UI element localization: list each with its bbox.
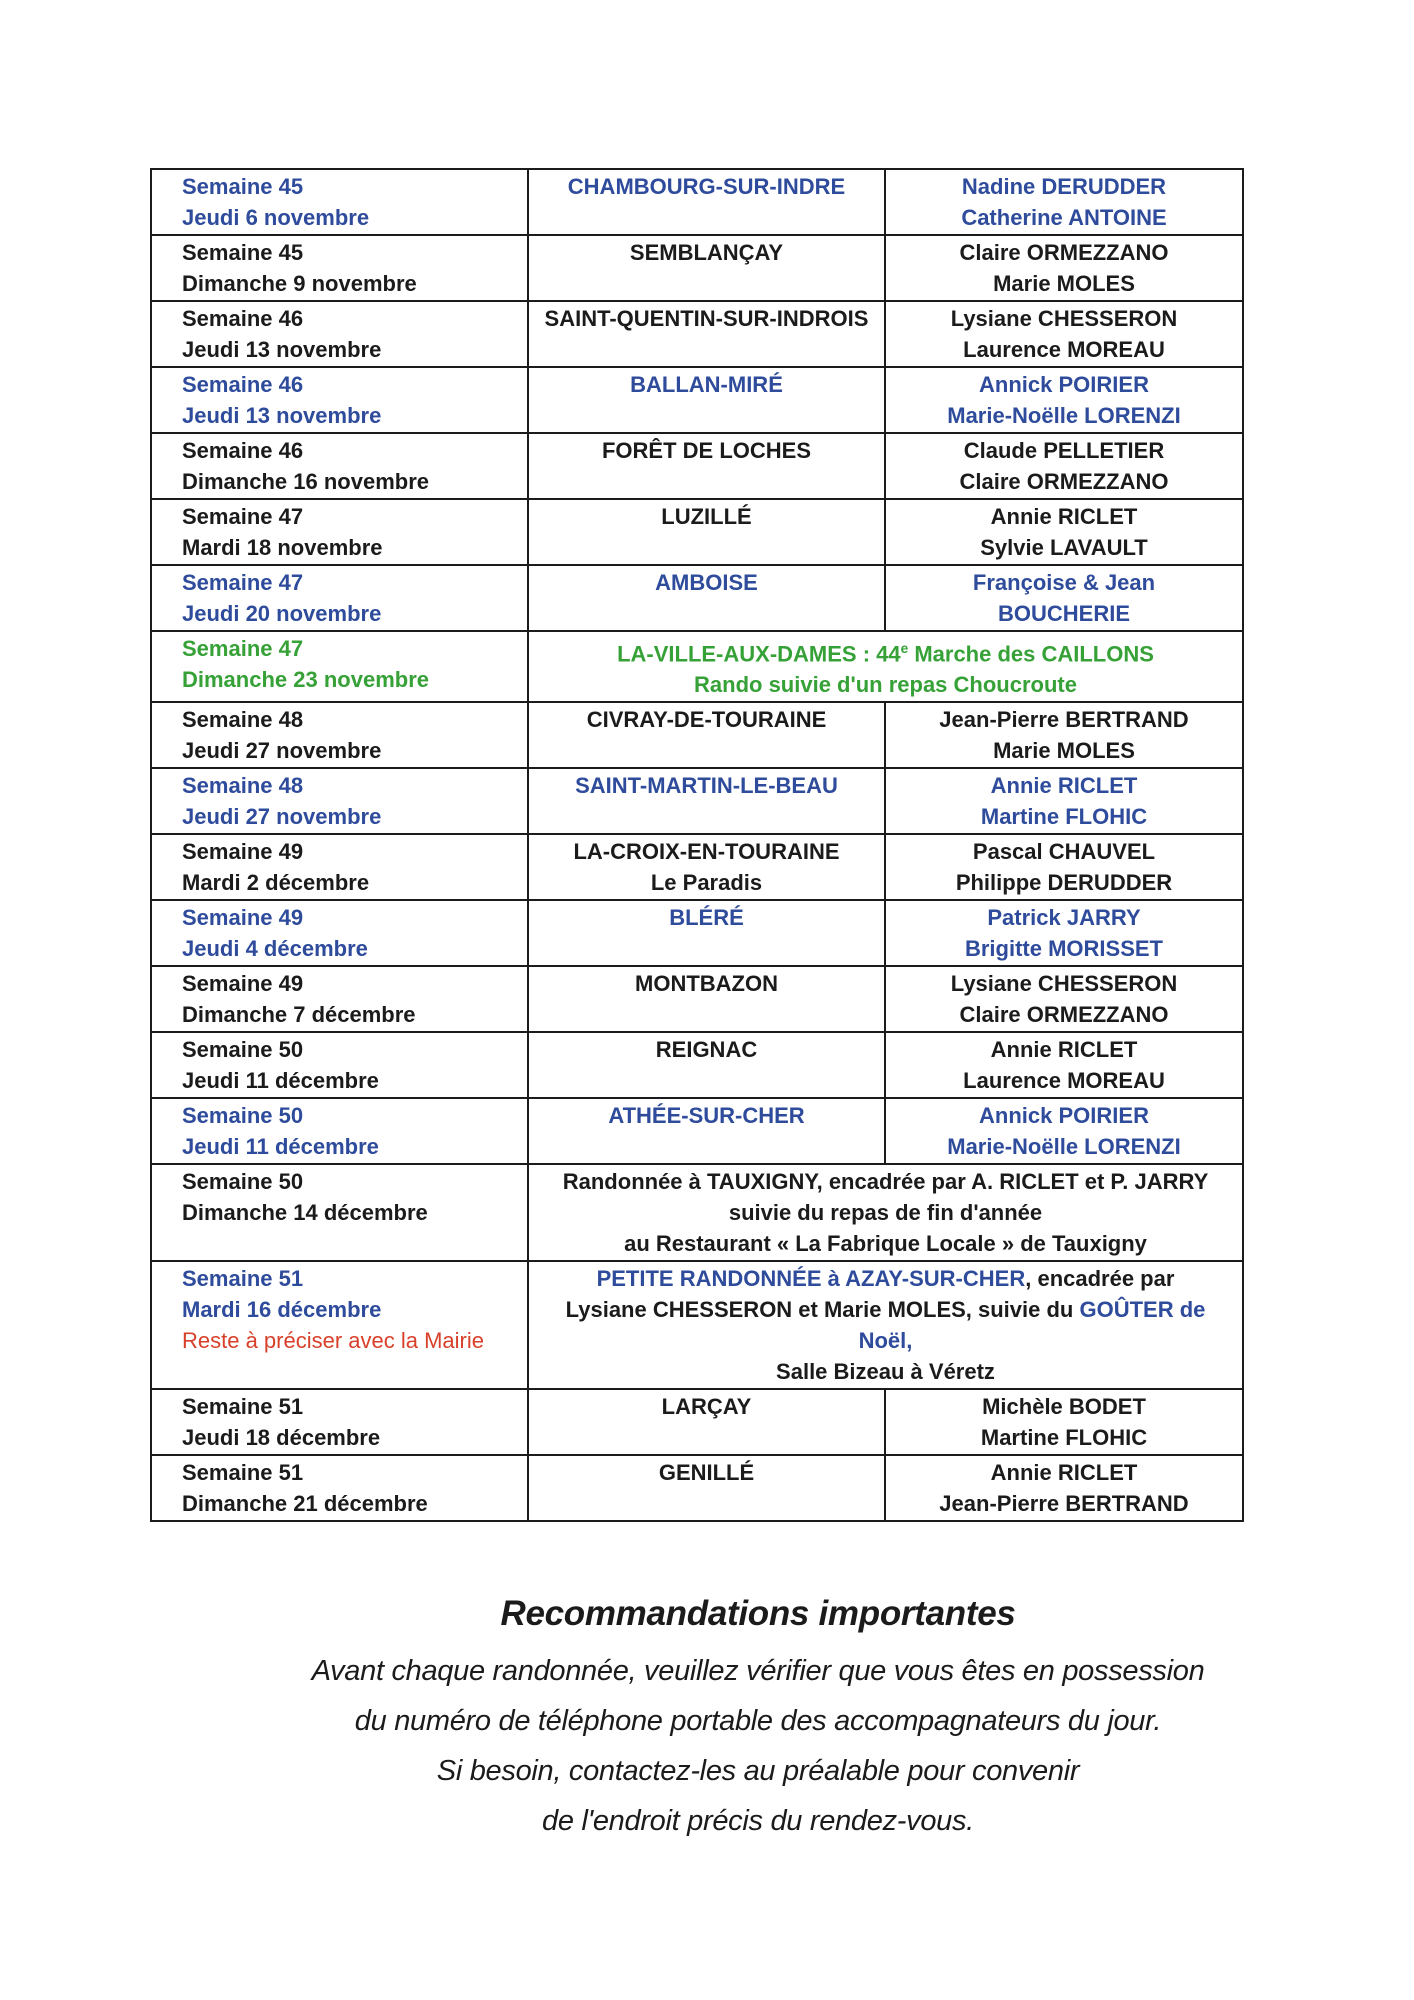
text-segment: Semaine 46 <box>182 438 304 463</box>
text-segment: Jeudi 4 décembre <box>182 936 368 962</box>
text-segment: Semaine 50 <box>182 1169 304 1195</box>
table-row <box>152 703 1242 769</box>
text-line <box>894 237 1234 268</box>
text-line <box>537 567 876 598</box>
leaders-cell <box>886 302 1242 366</box>
text-line <box>537 1263 1234 1294</box>
text-line <box>182 902 519 933</box>
text-segment: Jeudi 27 novembre <box>182 738 382 764</box>
text-line <box>894 171 1234 202</box>
text-line <box>894 902 1234 933</box>
text-segment: Marie MOLES <box>993 738 1135 764</box>
text-line <box>182 1294 519 1325</box>
event-cell <box>529 1262 1242 1388</box>
text-segment: Patrick JARRY <box>987 905 1141 931</box>
text-line <box>894 1065 1234 1096</box>
text-segment: BOUCHERIE <box>997 601 1130 626</box>
week-cell <box>152 1165 529 1260</box>
text-segment: Dimanche 7 décembre <box>182 1002 416 1028</box>
text-line <box>894 836 1234 867</box>
text-segment: CHAMBOURG-SUR-INDRE <box>567 174 846 199</box>
text-line <box>182 1065 519 1096</box>
text-segment: Semaine 45 <box>182 240 304 265</box>
text-line <box>894 1131 1234 1162</box>
table-row <box>152 1033 1242 1099</box>
text-segment: Rando suivie d'un repas Choucroute <box>694 672 1077 698</box>
text-line <box>537 704 876 735</box>
week-cell <box>152 566 529 630</box>
leaders-cell <box>886 1456 1242 1520</box>
location-cell <box>529 1456 886 1520</box>
text-segment: Lysiane CHESSERON <box>950 971 1178 997</box>
text-line <box>182 1034 519 1065</box>
text-line <box>182 369 519 400</box>
text-segment: Claude PELLETIER <box>963 438 1165 463</box>
leaders-cell <box>886 1033 1242 1097</box>
text-line <box>537 1034 876 1065</box>
text-line <box>182 933 519 964</box>
text-segment: , encadrée par <box>1025 1266 1175 1292</box>
text-line <box>537 1356 1234 1387</box>
text-segment: Claire ORMEZZANO <box>959 1002 1169 1028</box>
table-row <box>152 434 1242 500</box>
week-cell <box>152 835 529 899</box>
text-line <box>894 532 1234 563</box>
text-segment: Françoise & Jean <box>972 570 1156 595</box>
text-line <box>537 902 876 933</box>
leaders-cell <box>886 703 1242 767</box>
text-line <box>894 435 1234 466</box>
text-segment: Martine FLOHIC <box>980 1425 1148 1451</box>
week-cell <box>152 368 529 432</box>
week-cell <box>152 236 529 300</box>
table-row <box>152 566 1242 632</box>
text-line <box>894 1391 1234 1422</box>
text-line <box>537 435 876 466</box>
text-line <box>182 1391 519 1422</box>
text-line <box>894 567 1234 598</box>
leaders-cell <box>886 901 1242 965</box>
text-segment: Claire ORMEZZANO <box>959 469 1169 494</box>
text-segment: Annie RICLET <box>990 504 1138 529</box>
text-line <box>894 1488 1234 1519</box>
week-cell <box>152 967 529 1031</box>
table-row <box>152 1165 1242 1262</box>
week-cell <box>152 769 529 833</box>
text-line <box>537 171 876 202</box>
text-segment: Catherine ANTOINE <box>961 205 1167 230</box>
table-row <box>152 302 1242 368</box>
leaders-cell <box>886 368 1242 432</box>
table-row <box>152 1456 1242 1520</box>
text-segment: e <box>900 641 909 656</box>
text-line <box>894 501 1234 532</box>
table-row <box>152 1390 1242 1456</box>
text-segment: Annie RICLET <box>990 1460 1138 1486</box>
location-cell <box>529 368 886 432</box>
text-segment: Annie RICLET <box>990 1037 1138 1063</box>
text-line <box>182 303 519 334</box>
location-cell <box>529 500 886 564</box>
text-line <box>894 303 1234 334</box>
table-row <box>152 368 1242 434</box>
text-segment: Jeudi 18 décembre <box>182 1425 381 1451</box>
week-cell <box>152 302 529 366</box>
text-line <box>182 836 519 867</box>
text-line <box>537 867 876 898</box>
week-cell <box>152 703 529 767</box>
week-cell <box>152 1033 529 1097</box>
text-segment: Semaine 51 <box>182 1266 304 1292</box>
location-cell <box>529 769 886 833</box>
text-segment: Marie-Noëlle LORENZI <box>947 403 1181 428</box>
text-segment: Nadine DERUDDER <box>961 174 1167 199</box>
text-line <box>894 867 1234 898</box>
location-cell <box>529 170 886 234</box>
location-cell <box>529 1033 886 1097</box>
text-line <box>182 1325 519 1356</box>
week-cell <box>152 1456 529 1520</box>
text-segment: AMBOISE <box>655 570 758 595</box>
text-segment: Marche des CAILLONS <box>908 641 1154 667</box>
text-segment: Mardi 18 novembre <box>182 535 383 560</box>
text-segment: Le Paradis <box>650 870 763 896</box>
text-segment: Dimanche 16 novembre <box>182 469 429 494</box>
text-line <box>182 435 519 466</box>
text-line <box>182 501 519 532</box>
text-line <box>894 801 1234 832</box>
text-segment: LUZILLÉ <box>661 504 752 529</box>
text-line <box>894 268 1234 299</box>
text-segment: GENILLÉ <box>658 1460 755 1486</box>
text-segment: suivie du repas de fin d'année <box>728 1200 1043 1226</box>
table-row <box>152 1262 1242 1390</box>
table-row <box>152 901 1242 967</box>
text-line <box>182 633 519 664</box>
text-line <box>182 999 519 1030</box>
text-line <box>182 1100 519 1131</box>
text-line <box>182 1263 519 1294</box>
week-cell <box>152 170 529 234</box>
text-line <box>894 999 1234 1030</box>
week-cell <box>152 1099 529 1163</box>
recommendation-line: de l'endroit précis du rendez-vous. <box>542 1805 974 1837</box>
text-line <box>537 669 1234 700</box>
text-line <box>894 334 1234 365</box>
text-line <box>537 1457 876 1488</box>
location-cell <box>529 1390 886 1454</box>
text-line <box>182 268 519 299</box>
text-segment: LARÇAY <box>661 1394 752 1420</box>
leaders-cell <box>886 170 1242 234</box>
text-line <box>894 1422 1234 1453</box>
text-line <box>894 400 1234 431</box>
week-cell <box>152 500 529 564</box>
text-segment: Semaine 48 <box>182 773 304 799</box>
leaders-cell <box>886 1390 1242 1454</box>
recommendations-section <box>100 1592 1414 1846</box>
text-segment: Lysiane CHESSERON <box>950 306 1178 331</box>
table-row <box>152 967 1242 1033</box>
text-segment: SAINT-QUENTIN-SUR-INDROIS <box>544 306 869 331</box>
schedule-table <box>150 168 1244 1522</box>
recommendation-line: Avant chaque randonnée, veuillez vérifier que vous êtes en possession <box>311 1655 1205 1687</box>
text-segment: Semaine 46 <box>182 372 304 397</box>
text-segment: Semaine 48 <box>182 707 304 733</box>
event-cell <box>529 632 1242 701</box>
week-cell <box>152 901 529 965</box>
text-line <box>182 867 519 898</box>
table-row <box>152 1099 1242 1165</box>
text-segment: Annie RICLET <box>990 773 1138 799</box>
recommendations-title: Recommandations importantes <box>500 1594 1016 1633</box>
text-segment: Pascal CHAUVEL <box>972 839 1156 865</box>
table-row <box>152 632 1242 703</box>
week-cell <box>152 632 529 701</box>
text-line <box>894 369 1234 400</box>
text-line <box>182 202 519 233</box>
text-segment: Randonnée à TAUXIGNY, encadrée par A. RICLET et P. JARRY <box>562 1169 1209 1195</box>
text-segment: Michèle BODET <box>982 1394 1146 1420</box>
text-segment: Semaine 49 <box>182 971 304 997</box>
text-segment: MONTBAZON <box>635 971 778 997</box>
text-segment: SAINT-MARTIN-LE-BEAU <box>575 773 838 799</box>
text-line <box>182 532 519 563</box>
text-line <box>537 968 876 999</box>
text-line <box>894 202 1234 233</box>
text-segment: Martine FLOHIC <box>980 804 1148 830</box>
leaders-cell <box>886 566 1242 630</box>
text-line <box>182 1197 519 1228</box>
text-line <box>894 735 1234 766</box>
location-cell <box>529 566 886 630</box>
text-segment: Brigitte MORISSET <box>964 936 1163 962</box>
text-line <box>182 968 519 999</box>
text-segment: CIVRAY-DE-TOURAINE <box>586 707 827 733</box>
text-segment: Laurence MOREAU <box>963 1068 1165 1094</box>
leaders-cell <box>886 835 1242 899</box>
text-segment: Reste à préciser avec la Mairie <box>182 1328 485 1354</box>
text-line <box>182 770 519 801</box>
text-line <box>537 1100 876 1131</box>
text-segment: Dimanche 14 décembre <box>182 1200 428 1226</box>
location-cell <box>529 967 886 1031</box>
text-segment: Laurence MOREAU <box>963 337 1165 362</box>
text-line <box>182 704 519 735</box>
leaders-cell <box>886 434 1242 498</box>
text-line <box>182 237 519 268</box>
recommendation-line: Si besoin, contactez-les au préalable pour convenir <box>436 1755 1080 1787</box>
text-segment: Claire ORMEZZANO <box>959 240 1169 265</box>
event-cell <box>529 1165 1242 1260</box>
text-segment: FORÊT DE LOCHES <box>601 438 811 463</box>
text-line <box>182 1166 519 1197</box>
table-row <box>152 835 1242 901</box>
text-segment: REIGNAC <box>655 1037 758 1063</box>
text-segment: Marie MOLES <box>993 271 1135 296</box>
text-line <box>537 1166 1234 1197</box>
text-line <box>537 369 876 400</box>
text-line <box>894 1100 1234 1131</box>
text-segment: Semaine 45 <box>182 174 304 199</box>
text-line <box>182 466 519 497</box>
text-line <box>894 770 1234 801</box>
text-segment: Jeudi 6 novembre <box>182 205 370 230</box>
text-segment: Mardi 2 décembre <box>182 870 370 896</box>
text-line <box>537 1228 1234 1259</box>
text-segment: Mardi 16 décembre <box>182 1297 382 1323</box>
text-segment: au Restaurant « La Fabrique Locale » de Tauxigny <box>624 1231 1147 1257</box>
text-segment: Dimanche 21 décembre <box>182 1491 428 1517</box>
text-segment: GOÛTER de Noël, <box>858 1297 1206 1354</box>
text-line <box>182 1131 519 1162</box>
text-segment: BALLAN-MIRÉ <box>630 372 783 397</box>
text-segment: PETITE RANDONNÉE à AZAY-SUR-CHER <box>596 1266 1026 1292</box>
location-cell <box>529 434 886 498</box>
text-line <box>182 171 519 202</box>
recommendation-line: du numéro de téléphone portable des accompagnateurs du jour. <box>354 1705 1162 1737</box>
text-line <box>182 1422 519 1453</box>
text-segment: LA-CROIX-EN-TOURAINE <box>573 839 840 865</box>
week-cell <box>152 434 529 498</box>
text-segment: Annick POIRIER <box>979 1103 1149 1129</box>
text-line <box>537 303 876 334</box>
text-line <box>894 1034 1234 1065</box>
text-line <box>182 400 519 431</box>
location-cell <box>529 901 886 965</box>
text-segment: Jeudi 20 novembre <box>182 601 382 626</box>
table-row <box>152 236 1242 302</box>
text-line <box>182 664 519 695</box>
table-row <box>152 500 1242 566</box>
text-segment: SEMBLANÇAY <box>629 240 784 265</box>
text-segment: Philippe DERUDDER <box>955 870 1173 896</box>
text-line <box>894 704 1234 735</box>
text-segment: Dimanche 9 novembre <box>182 271 417 296</box>
text-line <box>182 598 519 629</box>
location-cell <box>529 703 886 767</box>
text-line <box>537 1197 1234 1228</box>
location-cell <box>529 236 886 300</box>
text-line <box>182 567 519 598</box>
text-segment: Semaine 50 <box>182 1037 304 1063</box>
text-segment: Jeudi 11 décembre <box>182 1068 379 1094</box>
location-cell <box>529 1099 886 1163</box>
text-line <box>894 933 1234 964</box>
text-line <box>537 770 876 801</box>
text-segment: Jeudi 13 novembre <box>182 403 382 428</box>
text-segment: Semaine 46 <box>182 306 304 331</box>
text-line <box>182 801 519 832</box>
text-segment: Jeudi 27 novembre <box>182 804 382 830</box>
text-segment: Lysiane CHESSERON et Marie MOLES, suivie du <box>565 1297 1080 1323</box>
text-segment: Jean-Pierre BERTRAND <box>939 1491 1189 1517</box>
text-line <box>537 501 876 532</box>
text-segment: Semaine 51 <box>182 1394 304 1420</box>
leaders-cell <box>886 236 1242 300</box>
text-segment: Marie-Noëlle LORENZI <box>947 1134 1181 1160</box>
text-segment: BLÉRÉ <box>669 905 744 931</box>
text-line <box>537 1294 1234 1356</box>
text-segment: Semaine 49 <box>182 905 304 931</box>
week-cell <box>152 1262 529 1388</box>
text-line <box>537 1391 876 1422</box>
table-row <box>152 769 1242 835</box>
table-row <box>152 170 1242 236</box>
leaders-cell <box>886 1099 1242 1163</box>
location-cell <box>529 835 886 899</box>
text-line <box>537 237 876 268</box>
text-segment: Annick POIRIER <box>979 372 1149 397</box>
location-cell <box>529 302 886 366</box>
text-line <box>537 633 1234 669</box>
week-cell <box>152 1390 529 1454</box>
leaders-cell <box>886 769 1242 833</box>
text-line <box>894 466 1234 497</box>
text-segment: Dimanche 23 novembre <box>182 667 429 692</box>
text-segment: Semaine 49 <box>182 839 304 865</box>
text-segment: LA-VILLE-AUX-DAMES : 44 <box>617 641 901 667</box>
text-segment: Semaine 51 <box>182 1460 304 1486</box>
text-segment: Jeudi 13 novembre <box>182 337 382 362</box>
text-segment: Jeudi 11 décembre <box>182 1134 379 1160</box>
text-line <box>182 1488 519 1519</box>
leaders-cell <box>886 967 1242 1031</box>
text-line <box>894 968 1234 999</box>
text-segment: ATHÉE-SUR-CHER <box>608 1103 805 1129</box>
text-segment: Semaine 50 <box>182 1103 304 1129</box>
text-segment: Semaine 47 <box>182 636 304 661</box>
text-line <box>182 334 519 365</box>
text-segment: Semaine 47 <box>182 570 304 595</box>
text-line <box>894 598 1234 629</box>
text-segment: Semaine 47 <box>182 504 304 529</box>
leaders-cell <box>886 500 1242 564</box>
text-segment: Jean-Pierre BERTRAND <box>939 707 1189 733</box>
text-segment: Sylvie LAVAULT <box>980 535 1148 560</box>
text-line <box>537 836 876 867</box>
text-line <box>182 1457 519 1488</box>
text-line <box>182 735 519 766</box>
text-line <box>894 1457 1234 1488</box>
text-segment: Salle Bizeau à Véretz <box>776 1359 995 1385</box>
